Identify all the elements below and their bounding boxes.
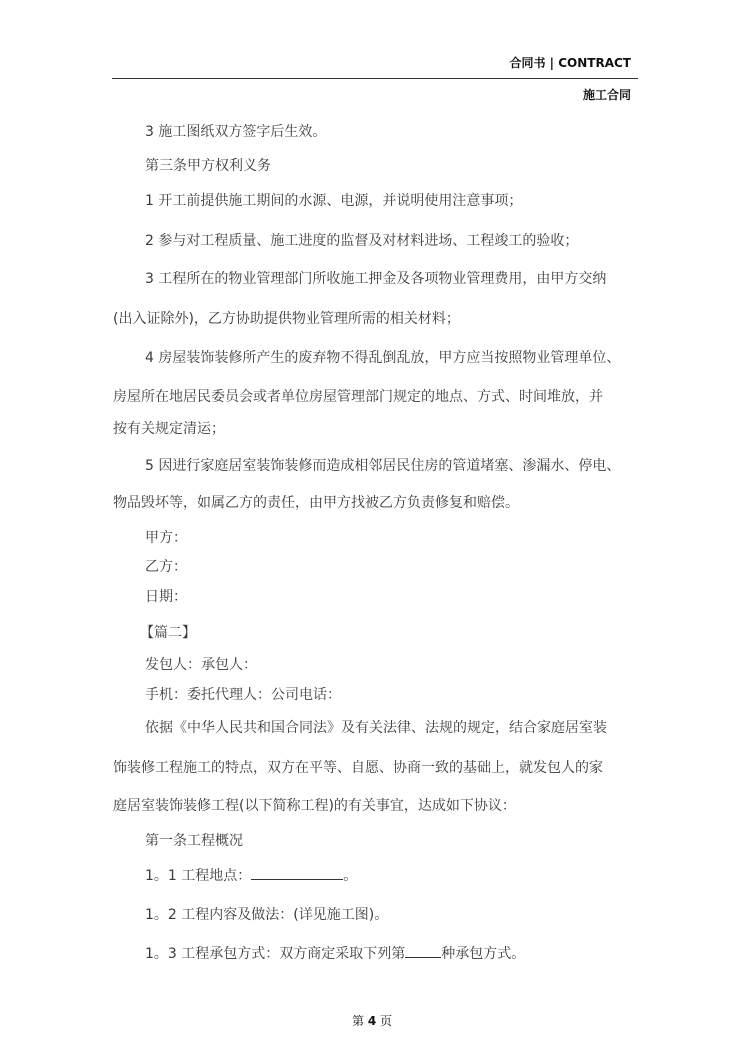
contract-mode-label: 1。3 工程承包方式：双方商定采取下列第	[145, 946, 406, 962]
text-line: 饰装修工程施工的特点，双方在平等、自愿、协商一致的基础上，就发包人的家	[113, 760, 603, 776]
text-line: 依据《中华人民共和国合同法》及有关法律、法规的规定，结合家庭居室装	[145, 720, 607, 736]
text-line: 1。2 工程内容及做法：(详见施工图)。	[145, 907, 389, 923]
text-line: 按有关规定清运；	[113, 421, 225, 437]
text-line: 3 施工图纸双方签字后生效。	[145, 124, 327, 140]
text-line: 1 开工前提供施工期间的水源、电源，并说明使用注意事项；	[145, 193, 523, 209]
text-line: 手机：委托代理人：公司电话：	[145, 687, 341, 703]
date-label: 日期：	[145, 589, 187, 605]
article-heading: 第一条工程概况	[145, 833, 243, 849]
text-line: 物品毁坏等，如属乙方的责任，由甲方找被乙方负责修复和赔偿。	[113, 495, 519, 511]
article-heading: 第三条甲方权利义务	[145, 158, 271, 174]
mode-blank	[405, 945, 441, 958]
page-footer	[0, 1012, 744, 1029]
text-line: (出入证除外)，乙方协助提供物业管理所需的相关材料；	[113, 311, 460, 327]
site-label: 1。1 工程地点：	[145, 868, 252, 884]
text-line	[145, 943, 525, 963]
text-line: 3 工程所在的物业管理部门所收施工押金及各项物业管理费用，由甲方交纳	[145, 271, 607, 287]
text-line	[145, 865, 357, 885]
party-b-label: 乙方：	[145, 559, 187, 575]
header-subtitle: 施工合同	[582, 88, 631, 102]
site-suffix: 。	[343, 868, 358, 884]
site-blank	[251, 867, 343, 880]
header-rule	[112, 78, 638, 79]
section-heading: 【篇二】	[140, 625, 196, 641]
text-line: 2 参与对工程质量、施工进度的监督及对材料进场、工程竣工的验收；	[145, 233, 579, 249]
text-line: 房屋所在地居民委员会或者单位房屋管理部门规定的地点、方式、时间堆放，并	[113, 389, 603, 405]
party-a-label: 甲方：	[145, 530, 187, 546]
contract-mode-suffix: 种承包方式。	[441, 946, 526, 962]
text-line: 4 房屋装饰装修所产生的废弃物不得乱倒乱放，甲方应当按照物业管理单位、	[145, 350, 621, 366]
page-prefix: 第	[351, 1014, 364, 1028]
text-line: 5 因进行家庭居室装饰装修而造成相邻居民住房的管道堵塞、渗漏水、停电、	[145, 458, 621, 474]
page-number: 4	[367, 1014, 377, 1028]
text-line: 庭居室装饰装修工程(以下简称工程)的有关事宜，达成如下协议：	[113, 798, 516, 814]
page-suffix: 页	[380, 1014, 393, 1028]
header-title: 合同书 | CONTRACT	[509, 56, 631, 70]
text-line: 发包人：承包人：	[145, 657, 257, 673]
